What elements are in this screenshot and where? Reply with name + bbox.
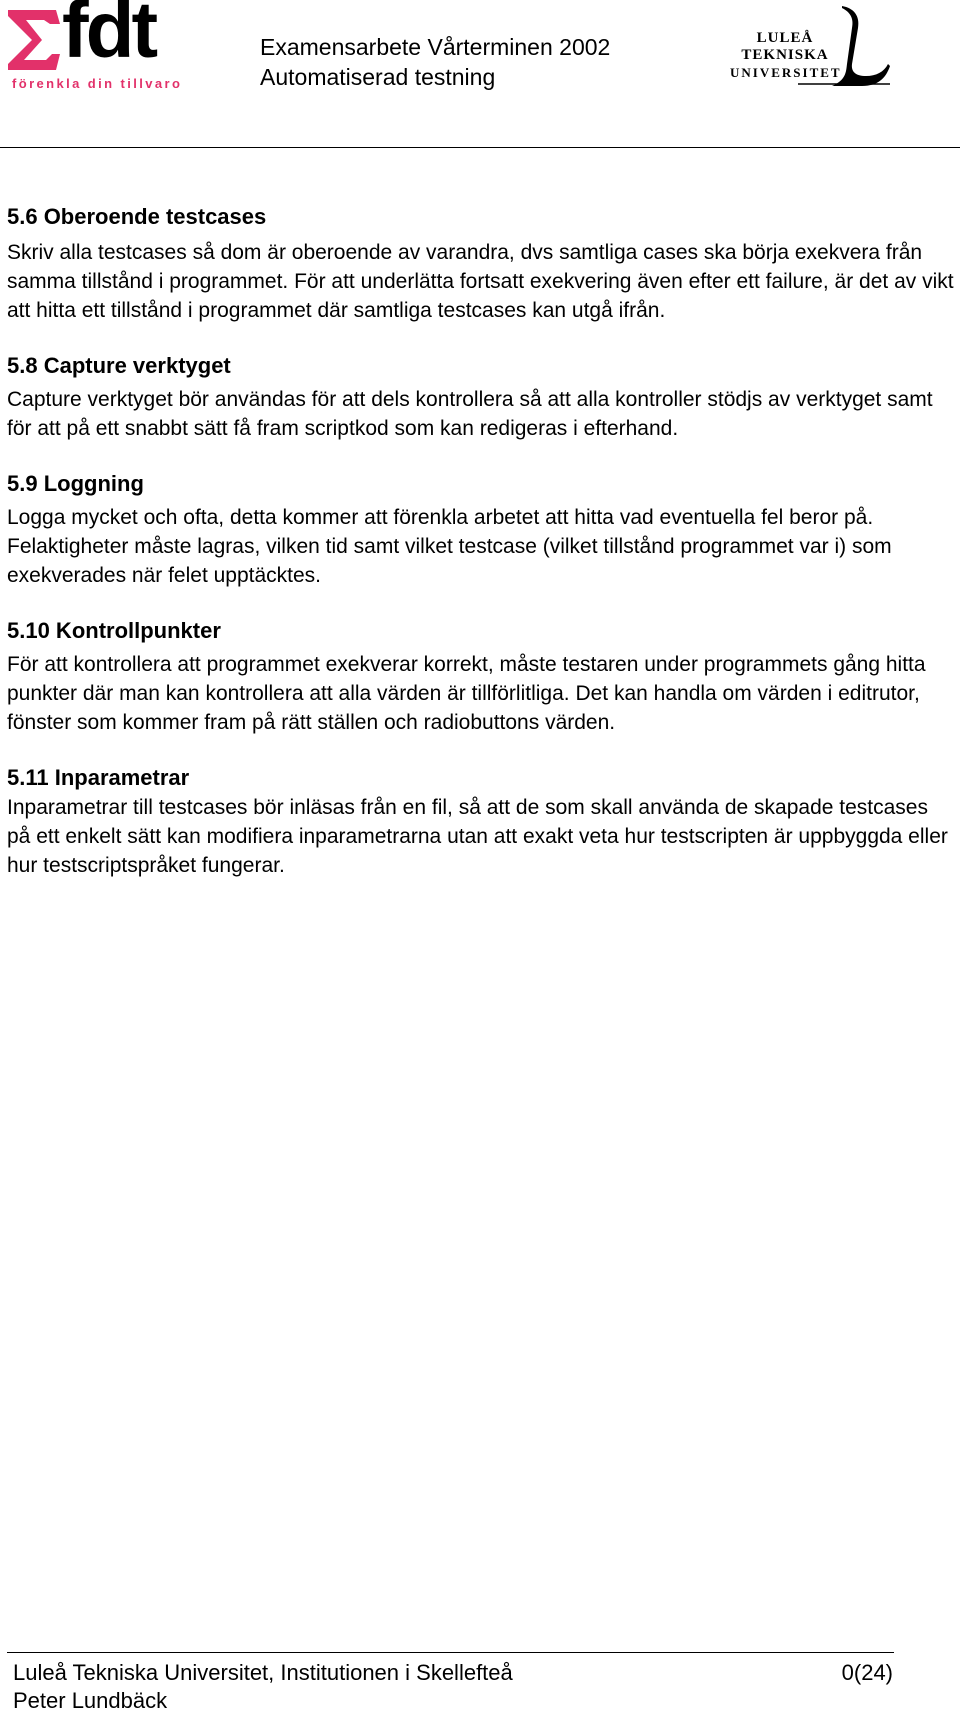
footer-line-institution bbox=[13, 1659, 893, 1687]
page-number: 0(24) bbox=[841, 1660, 893, 1685]
header-divider bbox=[0, 147, 960, 148]
footer-line-author bbox=[13, 1687, 893, 1715]
section-oberoende-testcases bbox=[7, 202, 955, 325]
fdt-logo bbox=[8, 0, 190, 92]
section-inparametrar bbox=[7, 763, 955, 880]
document-title-line1: Examensarbete Vårterminen 2002 bbox=[260, 34, 611, 60]
section-kontrollpunkter bbox=[7, 616, 955, 737]
fdt-tagline: förenkla din tillvaro bbox=[12, 76, 183, 91]
document-title bbox=[260, 32, 660, 92]
ltu-wordmark-line2: TEKNISKA bbox=[741, 47, 829, 63]
ltu-wordmark-line3: UNIVERSITET bbox=[730, 65, 842, 80]
section-heading: 5.10 Kontrollpunkter bbox=[7, 618, 221, 643]
section-paragraph: För att kontrollera att programmet exekverar korrekt, måste testaren under programmets gång hitta punkter där man kan kontrollera att alla värden är tillförlitliga. Det kan handla om värden i editrutor, fönster som kommer fram på rätt ställen och radiobuttons värden. bbox=[7, 653, 926, 734]
section-capture-verktyget bbox=[7, 351, 955, 443]
footer-institution: Luleå Tekniska Universitet, Institutionen i Skellefteå bbox=[13, 1660, 513, 1685]
fdt-sigma-mark-icon bbox=[8, 10, 60, 70]
page-header bbox=[0, 0, 960, 150]
ltu-wordmark-line1: LULEÅ bbox=[756, 30, 814, 46]
section-paragraph: Logga mycket och ofta, detta kommer att förenkla arbetet att hitta vad eventuella fel beror på. Felaktigheter måste lagras, vilken tid samt vilket testcase (vilket tillstånd programmet var i) som exekverades när felet upptäcktes. bbox=[7, 506, 892, 587]
document-title-line2: Automatiserad testning bbox=[260, 64, 496, 90]
section-heading: 5.8 Capture verktyget bbox=[7, 353, 231, 378]
ltu-wordmark bbox=[730, 30, 840, 81]
section-paragraph: Capture verktyget bör användas för att dels kontrollera så att alla kontroller stödjs av verktyget samt för att på ett snabbt sätt få fram scriptkod som kan redigeras i efterhand. bbox=[7, 388, 933, 440]
ltu-logo bbox=[730, 6, 900, 90]
section-heading: 5.9 Loggning bbox=[7, 471, 144, 496]
footer-divider bbox=[7, 1652, 894, 1653]
section-loggning bbox=[7, 469, 955, 590]
footer-author: Peter Lundbäck bbox=[13, 1688, 168, 1713]
section-heading: 5.6 Oberoende testcases bbox=[7, 204, 267, 229]
document-body bbox=[7, 202, 955, 880]
section-heading: 5.11 Inparametrar bbox=[7, 765, 190, 790]
fdt-wordmark: fdt bbox=[62, 0, 156, 74]
section-paragraph: Skriv alla testcases så dom är oberoende av varandra, dvs samtliga cases ska börja exekvera från samma tillstånd i programmet. För att underlätta fortsatt exekvering även efter ett failure, är det av vikt att hitta ett tillstånd i programmet där samtliga testcases kan utgå ifrån. bbox=[7, 241, 954, 322]
page-footer bbox=[13, 1659, 893, 1715]
section-paragraph: Inparametrar till testcases bör inläsas från en fil, så att de som skall använda de skapade testcases på ett enkelt sätt kan modifiera inparametrarna utan att exakt veta hur testscripten är uppbyggda eller hur testscriptspråket fungerar. bbox=[7, 796, 948, 877]
